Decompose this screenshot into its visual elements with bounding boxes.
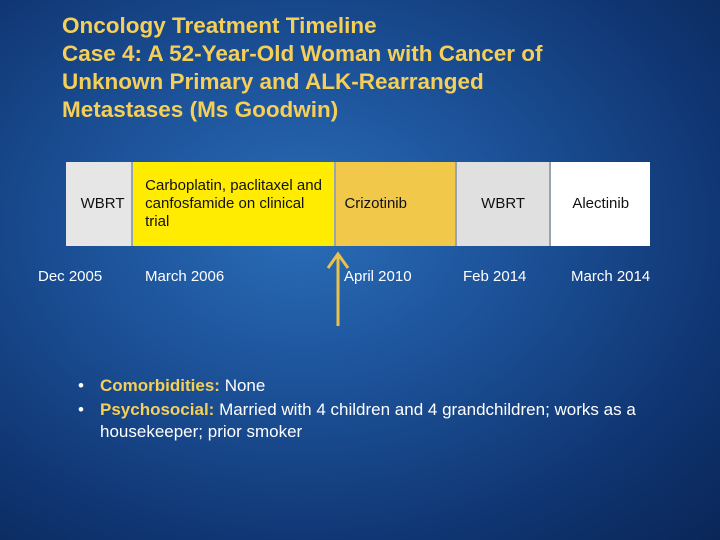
timeline-segment-alectinib: Alectinib bbox=[551, 162, 650, 246]
treatment-timeline-bar bbox=[66, 162, 650, 246]
bullet-icon: • bbox=[78, 376, 84, 395]
timeline-segment-crizotinib: Crizotinib bbox=[336, 162, 454, 246]
slide-title bbox=[62, 12, 702, 124]
list-item bbox=[78, 399, 698, 443]
timeline-date-april-2010: April 2010 bbox=[344, 268, 412, 285]
comorbidities-label: Comorbidities: bbox=[100, 376, 220, 395]
psychosocial-label: Psychosocial: bbox=[100, 400, 215, 419]
title-line-2: Case 4: A 52-Year-Old Woman with Cancer of bbox=[62, 41, 543, 66]
timeline-segment-wbrt-2: WBRT bbox=[457, 162, 550, 246]
timeline-segment-wbrt-1: WBRT bbox=[66, 162, 131, 246]
title-line-4: Metastases (Ms Goodwin) bbox=[62, 97, 339, 122]
timeline-date-march-2006: March 2006 bbox=[145, 268, 225, 285]
bullet-icon: • bbox=[78, 400, 84, 419]
psychosocial-value: Married with 4 children and 4 grandchildren; works as a housekeeper; prior smoker bbox=[100, 400, 636, 441]
up-arrow-icon bbox=[326, 250, 350, 328]
timeline-date-dec-2005: Dec 2005 bbox=[38, 268, 103, 285]
timeline-segment-carboplatin: Carboplatin, paclitaxel and canfosfamide on clinical trial bbox=[133, 162, 334, 246]
title-line-1: Oncology Treatment Timeline bbox=[62, 13, 377, 38]
case-details-list bbox=[78, 375, 698, 445]
timeline-date-march-2014: March 2014 bbox=[571, 268, 651, 285]
title-line-3: Unknown Primary and ALK-Rearranged bbox=[62, 69, 484, 94]
timeline-date-feb-2014: Feb 2014 bbox=[463, 268, 527, 285]
list-item bbox=[78, 375, 698, 397]
comorbidities-value: None bbox=[224, 376, 266, 395]
